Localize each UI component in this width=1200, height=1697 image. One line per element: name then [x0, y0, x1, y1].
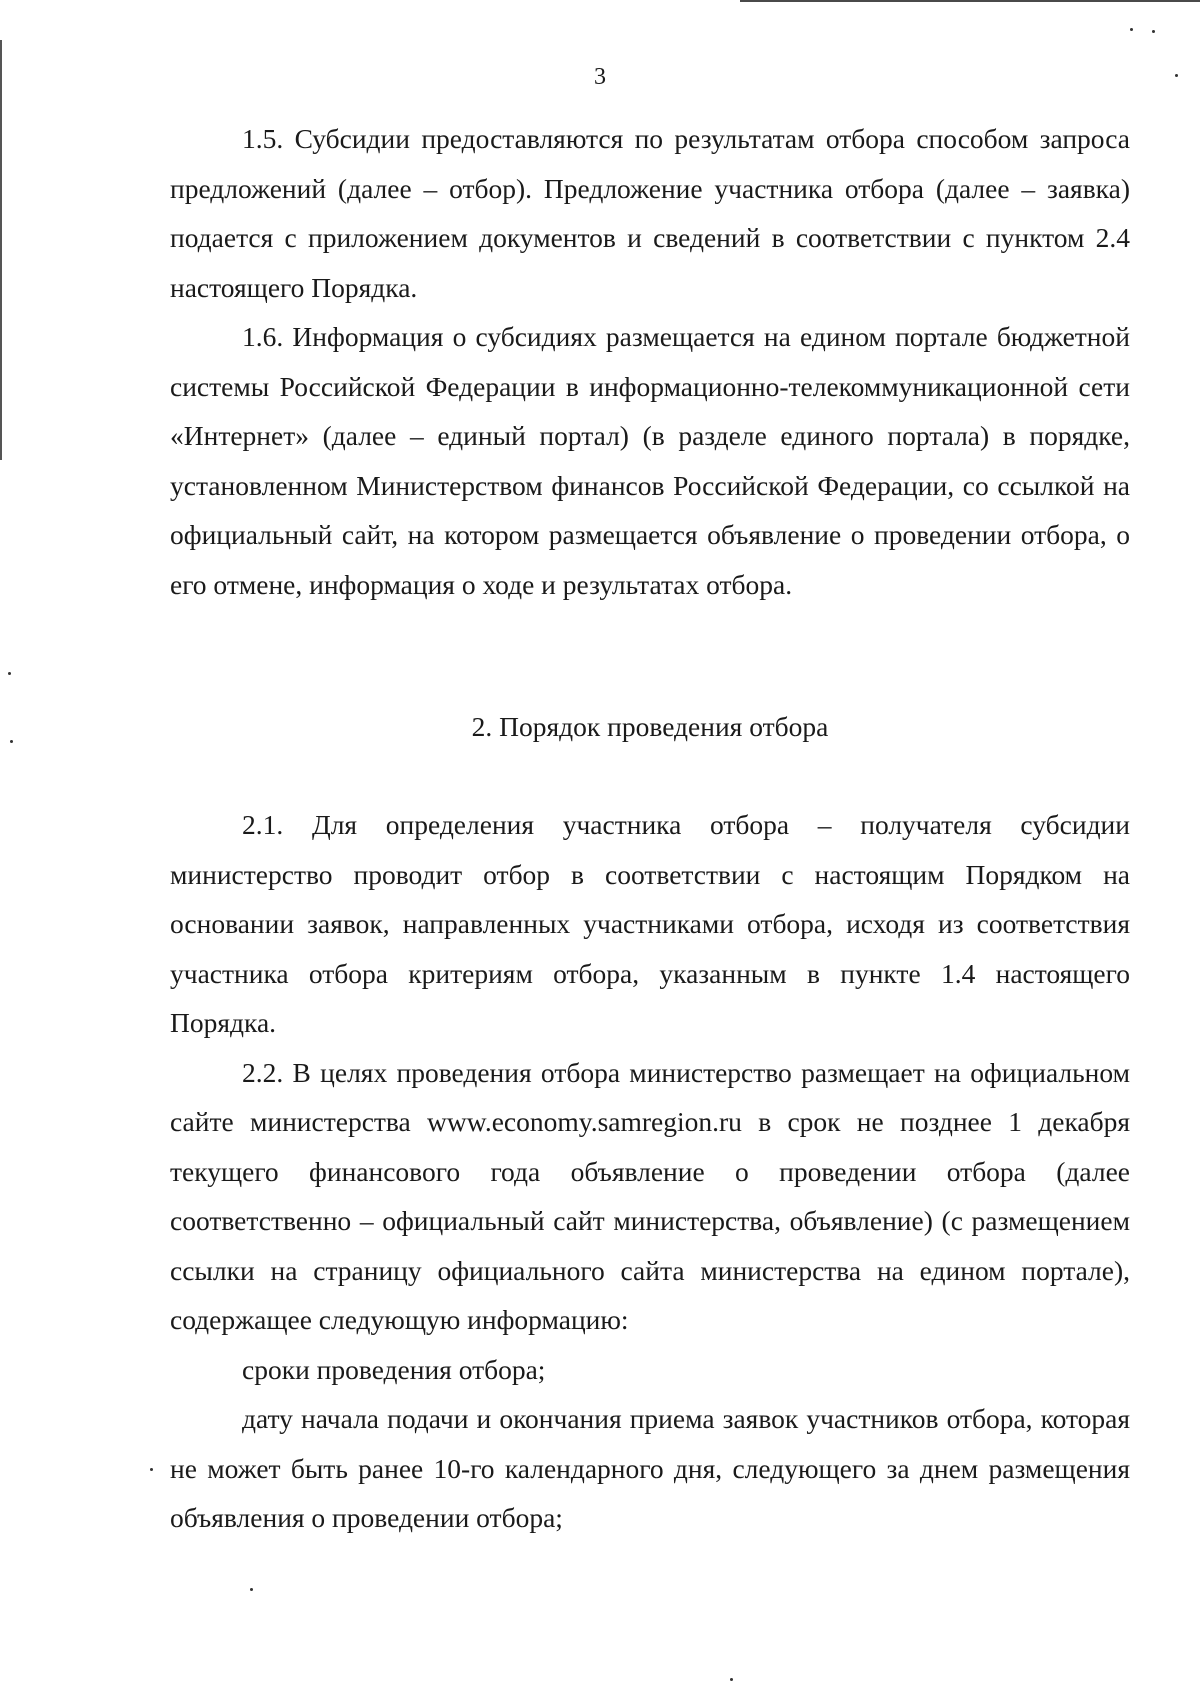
scan-left-edge — [0, 40, 2, 460]
section-1-text — [170, 114, 1130, 609]
scan-speck — [1130, 28, 1133, 31]
scan-speck — [10, 740, 13, 743]
scan-speck — [8, 672, 11, 675]
page-number: 3 — [594, 64, 606, 90]
scan-speck — [730, 1678, 733, 1681]
paragraph-1-5: 1.5. Субсидии предоставляются по результатам отбора способом запроса предложений (далее – отбор). Предложение участника отбора (далее – заявка) подается с приложением документов и сведений в соответствии с пунктом 2.4 настоящего Порядка. — [170, 123, 1130, 303]
scan-speck — [250, 1588, 253, 1591]
scan-speck — [1152, 30, 1155, 33]
paragraph-2-2: 2.2. В целях проведения отбора министерство размещает на официальном сайте министерства www.economy.samregion.ru в срок не позднее 1 декабря текущего финансового года объявление о проведении отбора (далее соответственно – официальный сайт министерства, объявление) (с размещением ссылки на страницу официального сайта министерства на едином портале), содержащее следующую информацию: — [170, 1056, 1130, 1335]
scan-speck — [150, 1468, 153, 1471]
paragraph-1-6: 1.6. Информация о субсидиях размещается на едином портале бюджетной системы Российской Федерации в информационно-телекоммуникационной сети «Интернет» (далее – единый портал) (в разделе единого портала) в порядке, установленном Министерством финансов Российской Федерации, со ссылкой на официальный сайт, на котором размещается объявление о проведении отбора, о его отмене, информация о ходе и результатах отбора. — [170, 321, 1130, 600]
paragraph-submission-dates: дату начала подачи и окончания приема заявок участников отбора, которая не может быть ранее 10-го календарного дня, следующего за днем размещения объявления о проведении отбора; — [170, 1403, 1130, 1533]
section-2-heading: 2. Порядок проведения отбора — [471, 711, 829, 742]
scan-top-edge — [740, 0, 1200, 2]
paragraph-2-1: 2.1. Для определения участника отбора – получателя субсидии министерство проводит отбор в соответствии с настоящим Порядком на основании заявок, направленных участниками отбора, исходя из соответствия участника отбора критериям отбора, указанным в пункте 1.4 настоящего Порядка. — [170, 809, 1130, 1038]
section-2-text — [170, 800, 1130, 1543]
paragraph-deadlines: сроки проведения отбора; — [242, 1353, 546, 1385]
